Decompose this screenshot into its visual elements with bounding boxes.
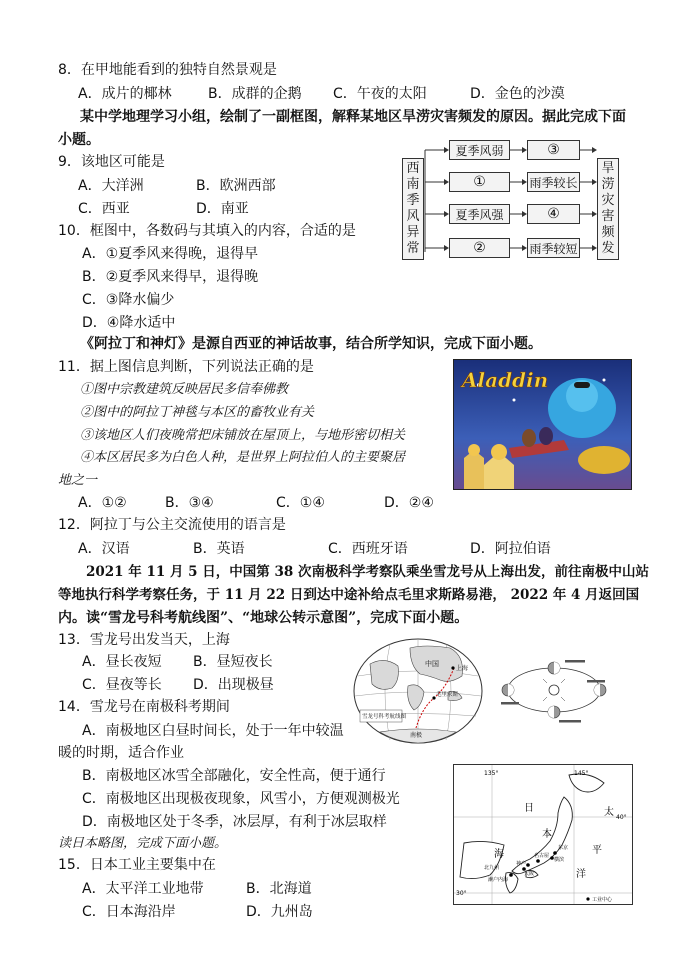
- intro-flowchart-line1: 某中学地理学习小组，绘制了一副框图，解释某地区旱涝灾害频发的原因。据此完成下面: [80, 109, 626, 125]
- q14-option-c: C．南极地区出现极夜现象，风雪小，方便观测极光: [82, 791, 400, 807]
- q13-option-c: C．昼夜等长: [82, 677, 162, 693]
- aladdin-art: [454, 360, 632, 490]
- map-label-mauritius: 毛里求斯: [436, 692, 459, 698]
- fc-left-char: 异: [406, 225, 420, 240]
- q15-option-a: A．太平洋工业地带: [82, 881, 204, 897]
- q10-stem: 10．框图中，各数码与其填入的内容，合适的是: [58, 223, 356, 239]
- aladdin-poster: [453, 359, 632, 490]
- japan-label-ben: 本: [542, 829, 552, 840]
- q14-option-d: D．南极地区处于冬季，冰层厚，有利于冰层取样: [82, 814, 387, 830]
- japan-lon-145: 145°: [574, 770, 589, 777]
- q11-option-d: D．②④: [384, 495, 434, 511]
- q12-option-c: C．西班牙语: [328, 541, 408, 557]
- q9-option-a: A．大洋洲: [78, 178, 144, 194]
- q8-option-c: C．午夜的太阳: [333, 86, 427, 102]
- intro-flowchart-line2: 小题。: [58, 132, 100, 148]
- japan-legend: 工业中心: [592, 897, 613, 903]
- q14-stem: 14．雪龙号在南极科考期间: [58, 699, 230, 715]
- q13-option-d: D．出现极昼: [193, 677, 274, 693]
- q11-option-b: B．③④: [165, 495, 214, 511]
- japan-lon-135: 135°: [484, 770, 499, 777]
- q15-option-c: C．日本海沿岸: [82, 904, 176, 920]
- q11-statement-4a: ④本区居民多为白色人种，是世界上阿拉伯人的主要聚居: [80, 450, 406, 465]
- fc-right-char: 灾: [601, 193, 615, 208]
- fc-box-r1c1: 夏季风弱: [449, 140, 510, 160]
- q15-option-b: B．北海道: [246, 881, 312, 897]
- fc-box-r2c2: 雨季较长: [527, 172, 580, 192]
- fc-box-r2c1: ①: [449, 172, 510, 192]
- fc-left-char: 风: [406, 209, 420, 224]
- q10-option-d: D．④降水适中: [82, 315, 176, 331]
- q12-option-d: D．阿拉伯语: [470, 541, 551, 557]
- fc-left-char: 西: [406, 161, 420, 176]
- intro-xuelong-line1: 2021 年 11 月 5 日，中国第 38 次南极科学考察队乘坐雪龙号从上海出发，前往南极中山站: [86, 564, 649, 580]
- map-label-antarctica: 南极: [410, 732, 423, 739]
- q10-option-a: A．①夏季风来得晚，退得早: [82, 246, 259, 262]
- q11-stem: 11．据上图信息判断，下列说法正确的是: [58, 359, 314, 375]
- japan-city-kitakyushu: 北九州: [484, 865, 500, 871]
- japan-city-kobe: 神户: [516, 861, 527, 867]
- map-label-china: 中国: [425, 660, 439, 668]
- flowchart-arrows: [0, 0, 688, 300]
- q11-statement-4b: 地之一: [58, 473, 98, 488]
- q8-stem: 8．在甲地能看到的独特自然景观是: [58, 62, 277, 78]
- fc-right-char: 涝: [601, 177, 615, 192]
- q15-option-d: D．九州岛: [246, 904, 313, 920]
- q10-option-b: B．②夏季风来得早，退得晚: [82, 269, 259, 285]
- q13-option-b: B．昼短夜长: [193, 654, 273, 670]
- q14-option-a-line1: A．南极地区白昼时间长，处于一年中较温: [82, 723, 344, 739]
- japan-label-ri: 日: [524, 803, 534, 814]
- q8-option-a: A．成片的椰林: [78, 86, 172, 102]
- map-label-shanghai: 上海: [456, 665, 469, 672]
- earth-orbit-diagram: [495, 650, 613, 730]
- fc-box-r3c1: 夏季风强: [449, 204, 510, 224]
- japan-lat-40: 40°: [616, 814, 627, 821]
- q9-option-c: C．西亚: [78, 201, 130, 217]
- aladdin-title: Aladdin: [462, 368, 549, 392]
- fc-box-r1c2: ③: [527, 140, 580, 160]
- japan-city-osaka: 大阪: [524, 871, 535, 877]
- fc-left-char: 南: [406, 177, 420, 192]
- route-map-art: [350, 636, 487, 746]
- intro-xuelong-line2: 等地执行科学考察任务，于 11 月 22 日到达中途补给点毛里求斯路易港， 2022 年 4 月返回国: [58, 587, 640, 603]
- fc-right-char: 害: [601, 209, 615, 224]
- japan-label-yang: 洋: [576, 869, 586, 880]
- fc-box-r3c2: ④: [527, 204, 580, 224]
- japan-map: [453, 764, 633, 905]
- intro-japan-map: 读日本略图，完成下面小题。: [58, 836, 228, 851]
- q11-statement-2: ②图中的阿拉丁神毯与本区的畜牧业有关: [80, 405, 315, 420]
- q9-option-d: D．南亚: [196, 201, 249, 217]
- q9-stem: 9．该地区可能是: [58, 154, 165, 170]
- fc-right-char: 发: [601, 241, 615, 256]
- q11-statement-3: ③该地区人们夜晚常把床铺放在屋顶上，与地形密切相关: [80, 428, 406, 443]
- intro-aladdin: 《阿拉丁和神灯》是源自西亚的神话故事，结合所学知识，完成下面小题。: [80, 336, 542, 352]
- japan-city-yokohama: 横滨: [554, 857, 565, 863]
- q12-stem: 12．阿拉丁与公主交流使用的语言是: [58, 517, 286, 533]
- japan-seto: 濑户内海: [488, 877, 509, 883]
- q13-option-a: A．昼长夜短: [82, 654, 162, 670]
- fc-right-char: 旱: [601, 161, 615, 176]
- fc-left-char: 常: [406, 241, 420, 256]
- q11-option-a: A．①②: [78, 495, 127, 511]
- q11-statement-1: ①图中宗教建筑反映居民多信奉佛教: [80, 382, 289, 397]
- fc-left-char: 季: [406, 193, 420, 208]
- orbit-art: [495, 650, 613, 730]
- japan-map-art: [454, 765, 632, 904]
- q11-option-c: C．①④: [276, 495, 325, 511]
- intro-xuelong-line3: 内。读“雪龙号科考航线图”、“地球公转示意图”，完成下面小题。: [58, 610, 469, 626]
- q14-option-a-line2: 暖的时期，适合作业: [58, 745, 184, 761]
- japan-label-tai: 太: [604, 807, 614, 818]
- japan-lat-30: 30°: [456, 890, 467, 897]
- q14-option-b: B．南极地区冰雪全部融化，安全性高，便于通行: [82, 768, 386, 784]
- q8-option-b: B．成群的企鹅: [208, 86, 302, 102]
- q8-option-d: D．金色的沙漠: [470, 86, 565, 102]
- q12-option-b: B．英语: [193, 541, 245, 557]
- q15-stem: 15．日本工业主要集中在: [58, 857, 216, 873]
- japan-city-nagoya: 名古屋: [534, 853, 550, 859]
- q13-stem: 13．雪龙号出发当天，上海: [58, 632, 230, 648]
- route-map: [350, 636, 487, 746]
- fc-right-char: 频: [601, 225, 615, 240]
- japan-label-ping: 平: [592, 845, 602, 856]
- fc-box-r4c2: 雨季较短: [527, 238, 580, 258]
- fc-box-r4c1: ②: [449, 238, 510, 258]
- map-legend: 雪龙号科考航线图: [362, 714, 407, 720]
- q9-option-b: B．欧洲西部: [196, 178, 276, 194]
- japan-city-tokyo: 东京: [558, 845, 569, 851]
- japan-label-hai: 海: [494, 849, 504, 860]
- q12-option-a: A．汉语: [78, 541, 130, 557]
- flowchart-cause-box: [402, 158, 424, 260]
- flowchart-result-box: [597, 158, 619, 260]
- q10-option-c: C．③降水偏少: [82, 292, 175, 308]
